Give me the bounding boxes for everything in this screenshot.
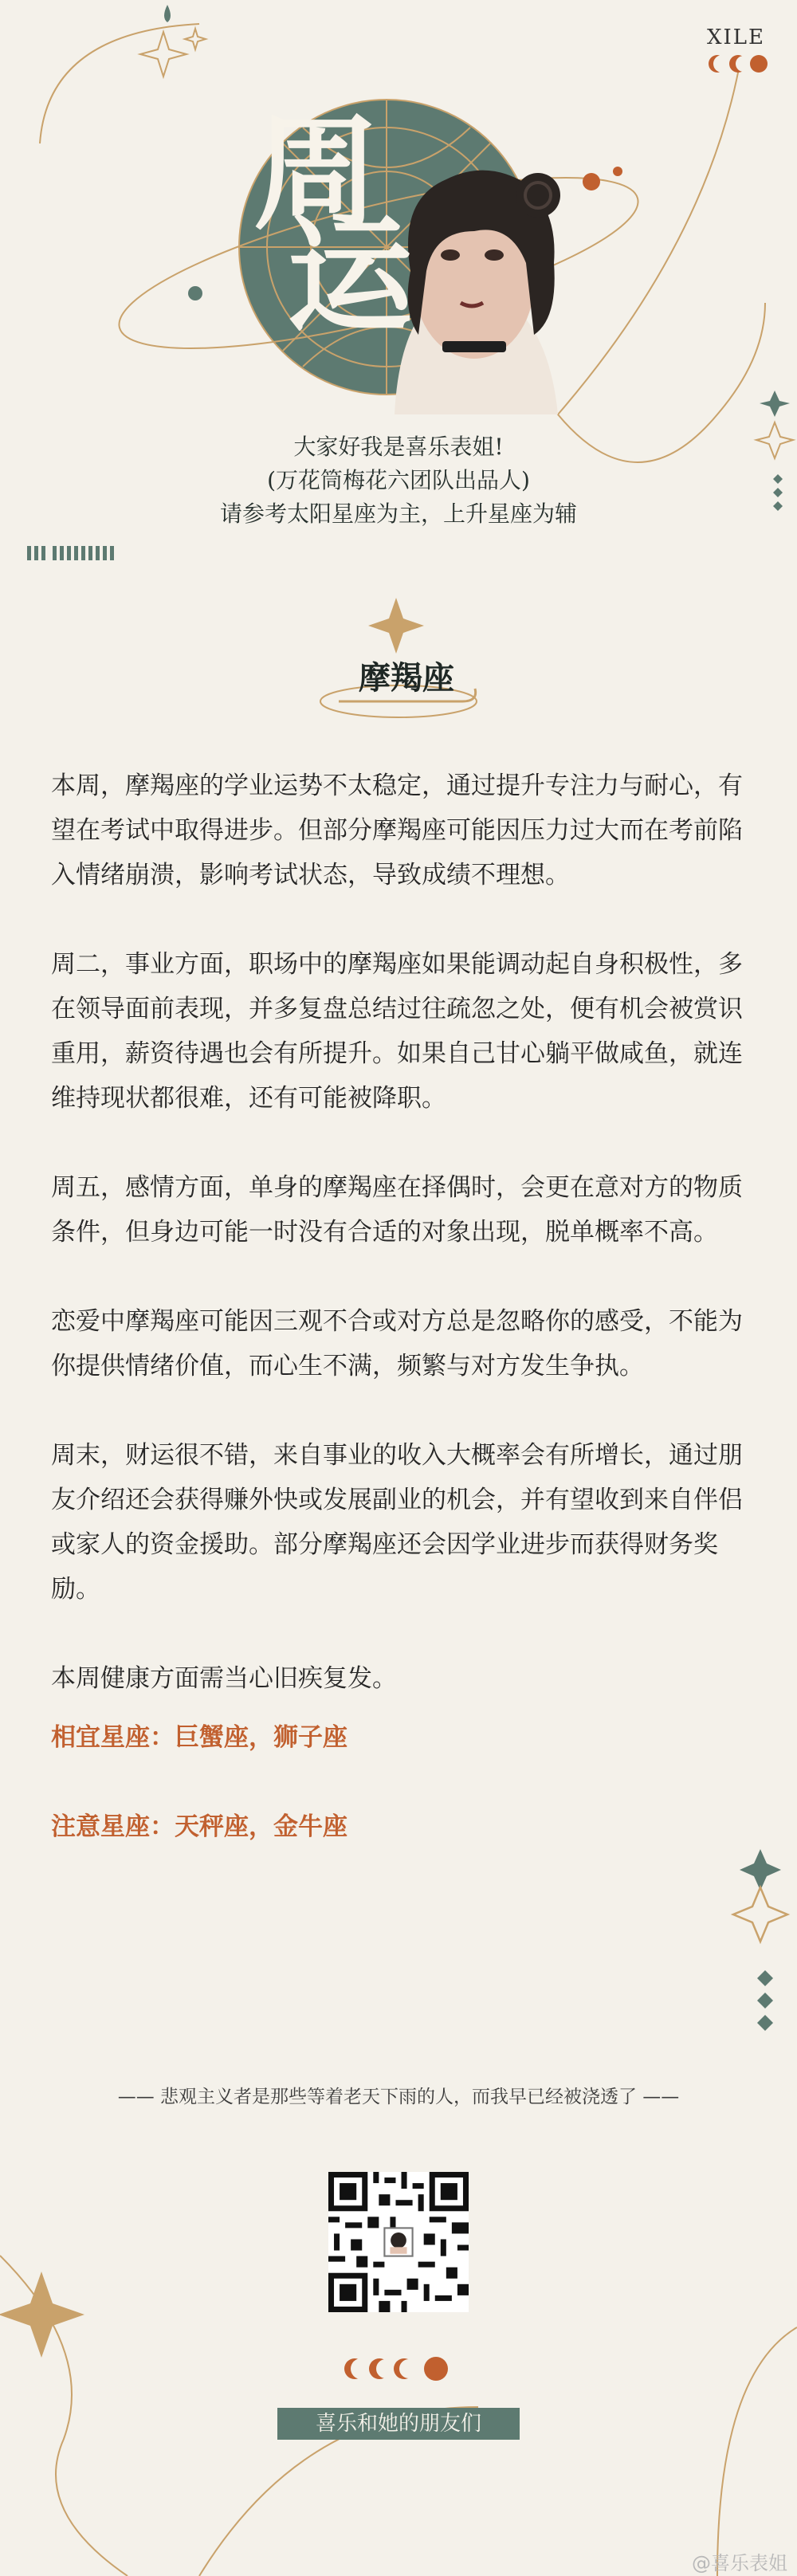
caution-signs: 注意星座：天秤座，金牛座 (51, 1812, 347, 1841)
intro-credit: (万花筒梅花六团队出品人) (267, 467, 530, 493)
droplet-icon (164, 5, 171, 22)
sparkle-icon (0, 2272, 84, 2358)
intro-block (0, 430, 797, 531)
compatible-signs: 相宜星座：巨蟹座，狮子座 (51, 1723, 347, 1752)
horoscope-content (51, 764, 752, 1894)
paragraph-single-love: 周五，感情方面，单身的摩羯座在择偶时，会更在意对方的物质条件，但身边可能一时没有合适的对象出现，脱单概率不高。 (51, 1173, 743, 1247)
weibo-watermark: @喜乐表姐 (692, 2552, 787, 2574)
brand-logo-text: XILE (706, 26, 765, 49)
paragraph-relationship: 恋爱中摩羯座可能因三观不合或对方总是忽略你的感受，不能为你提供情绪价值，而心生不满，频繁与对方发生争执。 (51, 1307, 743, 1380)
sign-title: 摩羯座 (359, 660, 454, 697)
qr-code[interactable] (328, 2172, 469, 2312)
star-icon (140, 29, 206, 77)
avatar (395, 171, 560, 414)
moon-phase-icon (709, 55, 768, 73)
title-char-week: 周 (253, 101, 379, 248)
barcode-decoration (27, 546, 114, 560)
title-char-fortune: 运 (287, 203, 413, 350)
paragraph-career: 周二，事业方面，职场中的摩羯座如果能调动起自身积极性，多在领导面前表现，并多复盘总结过往疏忽之处，便有机会被赏识重用，薪资待遇也会有所提升。如果自己甘心躺平做咸鱼，就连维持现状都很难，还有可能被降职。 (51, 950, 743, 1113)
paragraph-wealth: 周末，财运很不错，来自事业的收入大概率会有所增长，通过朋友介绍还会获得赚外快或发展副业的机会，并有望收到来自伴侣或家人的资金援助。部分摩羯座还会因学业进步而获得财务奖励。 (51, 1441, 743, 1604)
paragraph-study: 本周，摩羯座的学业运势不太稳定，通过提升专注力与耐心，有望在考试中取得进步。但部分摩羯座可能因压力过大而在考前陷入情绪崩溃，影响考试状态，导致成绩不理想。 (51, 772, 743, 889)
intro-greeting: 大家好我是喜乐表姐! (293, 434, 504, 460)
moon-phase-icon (344, 2357, 448, 2381)
intro-note: 请参考太阳星座为主，上升星座为辅 (219, 501, 577, 527)
footer-banner: 喜乐和她的朋友们 (277, 2408, 520, 2440)
diamond-icon (757, 1970, 773, 2031)
paragraph-health: 本周健康方面需当心旧疾复发。 (51, 1664, 397, 1693)
sparkle-icon (368, 598, 424, 654)
closing-quote: —— 悲观主义者是那些等着老天下雨的人，而我早已经被浇透了 —— (117, 2087, 680, 2107)
